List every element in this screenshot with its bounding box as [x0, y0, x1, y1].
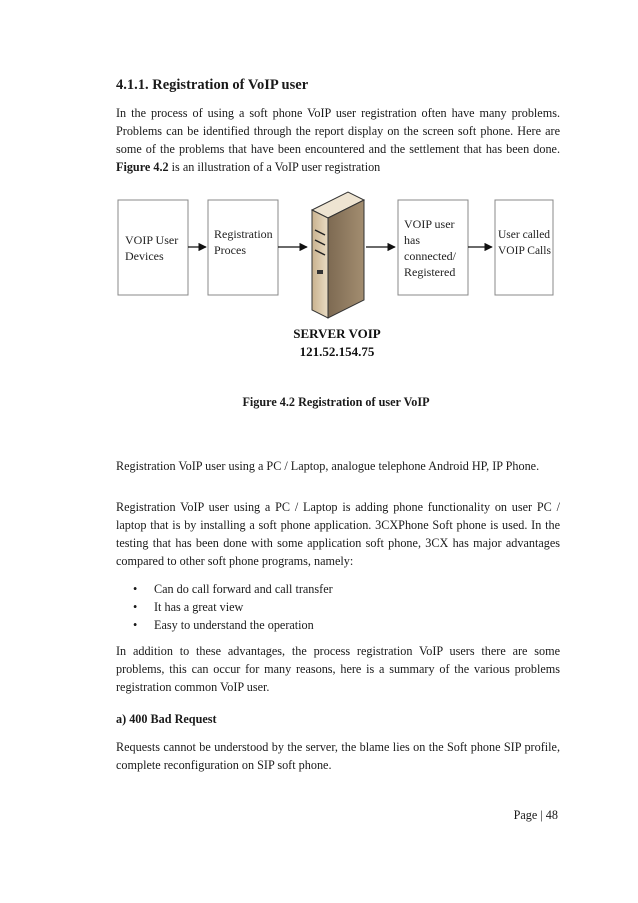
list-item-text: Can do call forward and call transfer	[154, 582, 333, 596]
box4-line2: VOIP Calls	[498, 245, 551, 257]
svg-text:VOIP User Devices	[125, 233, 181, 263]
list-item-text: Easy to understand the operation	[154, 618, 314, 632]
list-item-text: It has a great view	[154, 600, 244, 614]
box2-line1: Registration	[214, 227, 273, 241]
box3-line1: VOIP user	[404, 217, 455, 231]
page-number: Page | 48	[513, 808, 558, 822]
box4-line1: User called	[498, 229, 551, 241]
server-label: SERVER VOIP	[293, 326, 381, 341]
box3-line3: connected/	[404, 249, 456, 263]
svg-text:VOIP user has conn	[404, 217, 459, 279]
box1-line1: VOIP User	[125, 233, 179, 247]
svg-text:User called VOIP Calls	[498, 229, 553, 257]
advantages-list	[130, 580, 333, 634]
bullet-icon: •	[133, 600, 138, 614]
box2-line2: Proces	[214, 243, 246, 257]
box3-line4: Registered	[404, 265, 456, 279]
voip-registration-diagram	[112, 190, 556, 380]
figure-reference: Figure 4.2	[116, 160, 169, 174]
box-voip-user-devices	[118, 200, 188, 295]
paragraph-1: Registration VoIP user using a PC / Laptop, analogue telephone Android HP, IP Phone.	[116, 459, 540, 473]
intro-text: In the process of using a soft phone VoIP user registration often have many problems. Problems can be identified through the report display on the screen soft phone. Here are some of the problems that have been encountered and the settlement that has been done.	[116, 106, 560, 156]
server-ip: 121.52.154.75	[299, 344, 375, 359]
list-item	[130, 598, 333, 616]
paragraph-4: Requests cannot be understood by the server, the blame lies on the Soft phone SIP profile, complete reconfiguration on SIP soft phone.	[116, 740, 560, 772]
bullet-icon: •	[133, 618, 138, 632]
box-user-registered	[398, 200, 468, 295]
server-icon	[312, 192, 364, 318]
list-item	[130, 580, 333, 598]
svg-text:Registration Proces	[214, 227, 276, 257]
intro-tail: is an illustration of a VoIP user registration	[168, 160, 381, 174]
paragraph-2: Registration VoIP user using a PC / Laptop is adding phone functionality on user PC / laptop that is by installing a soft phone application. 3CXPhone Soft phone is used. In the testing that has been done with some application soft phone, 3CX has major advantages compared to other soft phone programs, namely:	[116, 500, 560, 568]
bullet-icon: •	[133, 582, 138, 596]
paragraph-3: In addition to these advantages, the process registration VoIP users there are some problems, this can occur for many reasons, here is a summary of the various problems registration common VoIP user.	[116, 644, 560, 694]
subheading-400-bad-request: a) 400 Bad Request	[116, 712, 217, 726]
intro-paragraph	[116, 104, 560, 176]
box3-line2: has	[404, 233, 420, 247]
box1-line2: Devices	[125, 249, 164, 263]
figure-caption: Figure 4.2 Registration of user VoIP	[242, 395, 430, 409]
list-item	[130, 616, 333, 634]
section-heading: 4.1.1. Registration of VoIP user	[116, 77, 309, 93]
